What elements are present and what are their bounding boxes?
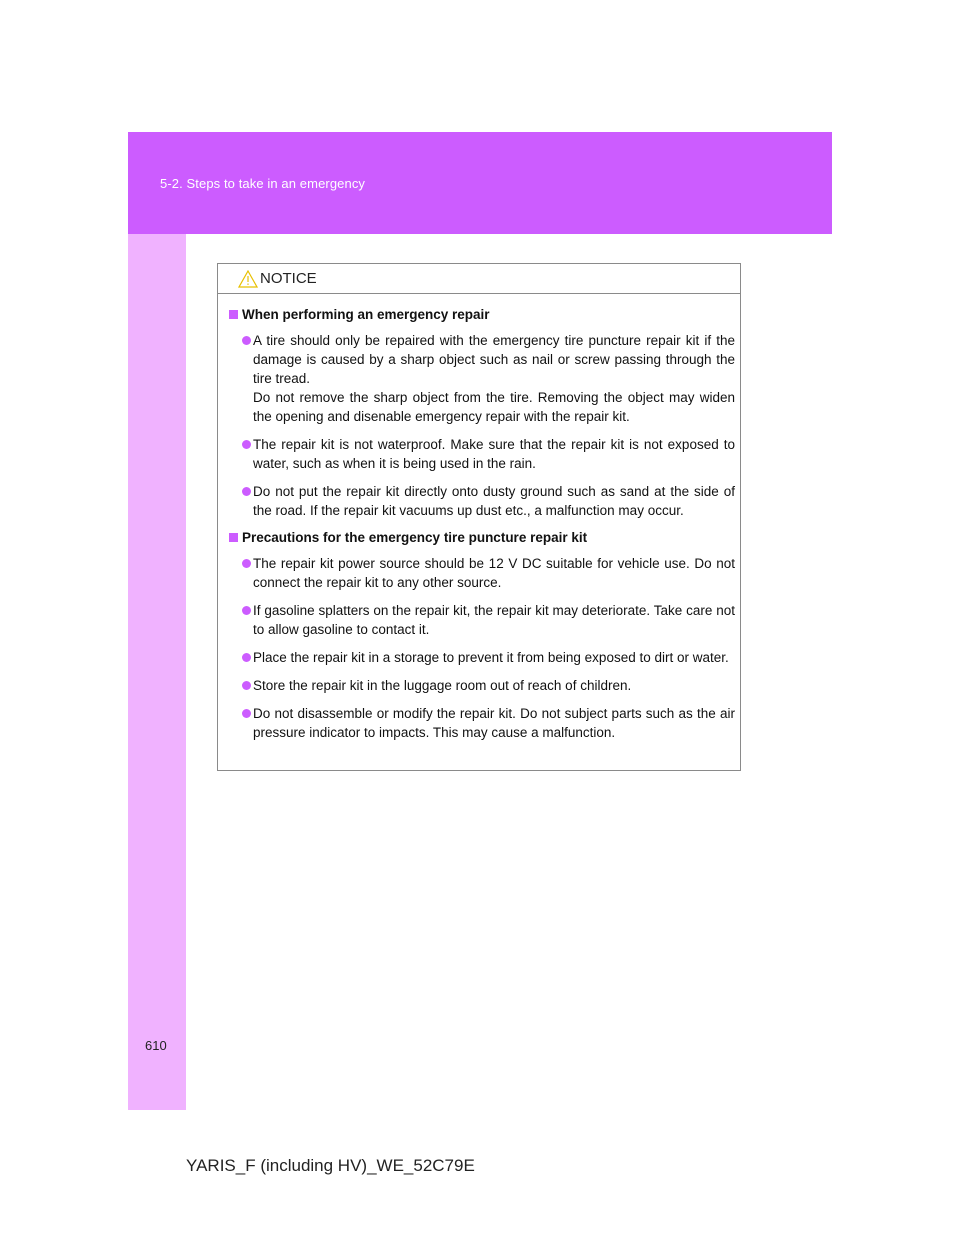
notice-title: NOTICE [260,270,317,287]
item-text: If gasoline splatters on the repair kit, the repair kit may deteriorate. Take care not to allow gasoline to contact it. [253,603,735,637]
bullet-dot-icon [242,487,251,496]
item-text: Store the repair kit in the luggage room out of reach of children. [253,678,632,693]
notice-header [218,264,740,294]
side-tab-strip [128,234,186,1110]
list-item [223,601,735,639]
square-bullet-icon [229,310,238,319]
section-title: 5-2. Steps to take in an emergency [160,176,366,191]
section-heading [223,529,735,547]
list-item [223,482,735,520]
list-item [223,331,735,426]
list-item [223,554,735,592]
bullet-dot-icon [242,709,251,718]
footer-document-code: YARIS_F (including HV)_WE_52C79E [186,1156,475,1175]
bullet-dot-icon [242,559,251,568]
item-text: Place the repair kit in a storage to prevent it from being exposed to dirt or water. [253,650,729,665]
bullet-dot-icon [242,440,251,449]
item-text: A tire should only be repaired with the emergency tire puncture repair kit if the damage is caused by a sharp object such as nail or screw passing through the tire tread. [253,333,735,386]
notice-box [217,263,741,771]
item-text: Do not disassemble or modify the repair kit. Do not subject parts such as the air pressure indicator to impacts. This may cause a malfunction. [253,706,735,740]
list-item [223,435,735,473]
section-heading [223,306,735,324]
bullet-dot-icon [242,606,251,615]
list-item [223,704,735,742]
square-bullet-icon [229,533,238,542]
list-item [223,648,735,667]
page-number: 610 [145,1038,167,1053]
list-item [223,676,735,695]
heading-text: Precautions for the emergency tire puncture repair kit [242,530,588,545]
bullet-dot-icon [242,681,251,690]
bullet-dot-icon [242,653,251,662]
bullet-dot-icon [242,336,251,345]
item-text: The repair kit is not waterproof. Make sure that the repair kit is not exposed to water, such as when it is being used in the rain. [253,437,735,471]
warning-triangle-icon [238,270,258,288]
item-text: Do not put the repair kit directly onto dusty ground such as sand at the side of the road. If the repair kit vacuums up dust etc., a malfunction may occur. [253,484,735,518]
item-text: The repair kit power source should be 12 V DC suitable for vehicle use. Do not connect the repair kit to any other source. [253,556,735,590]
notice-body [218,294,740,742]
heading-text: When performing an emergency repair [242,307,490,322]
item-text: Do not remove the sharp object from the tire. Removing the object may widen the opening and disenable emergency repair with the repair kit. [253,390,735,424]
